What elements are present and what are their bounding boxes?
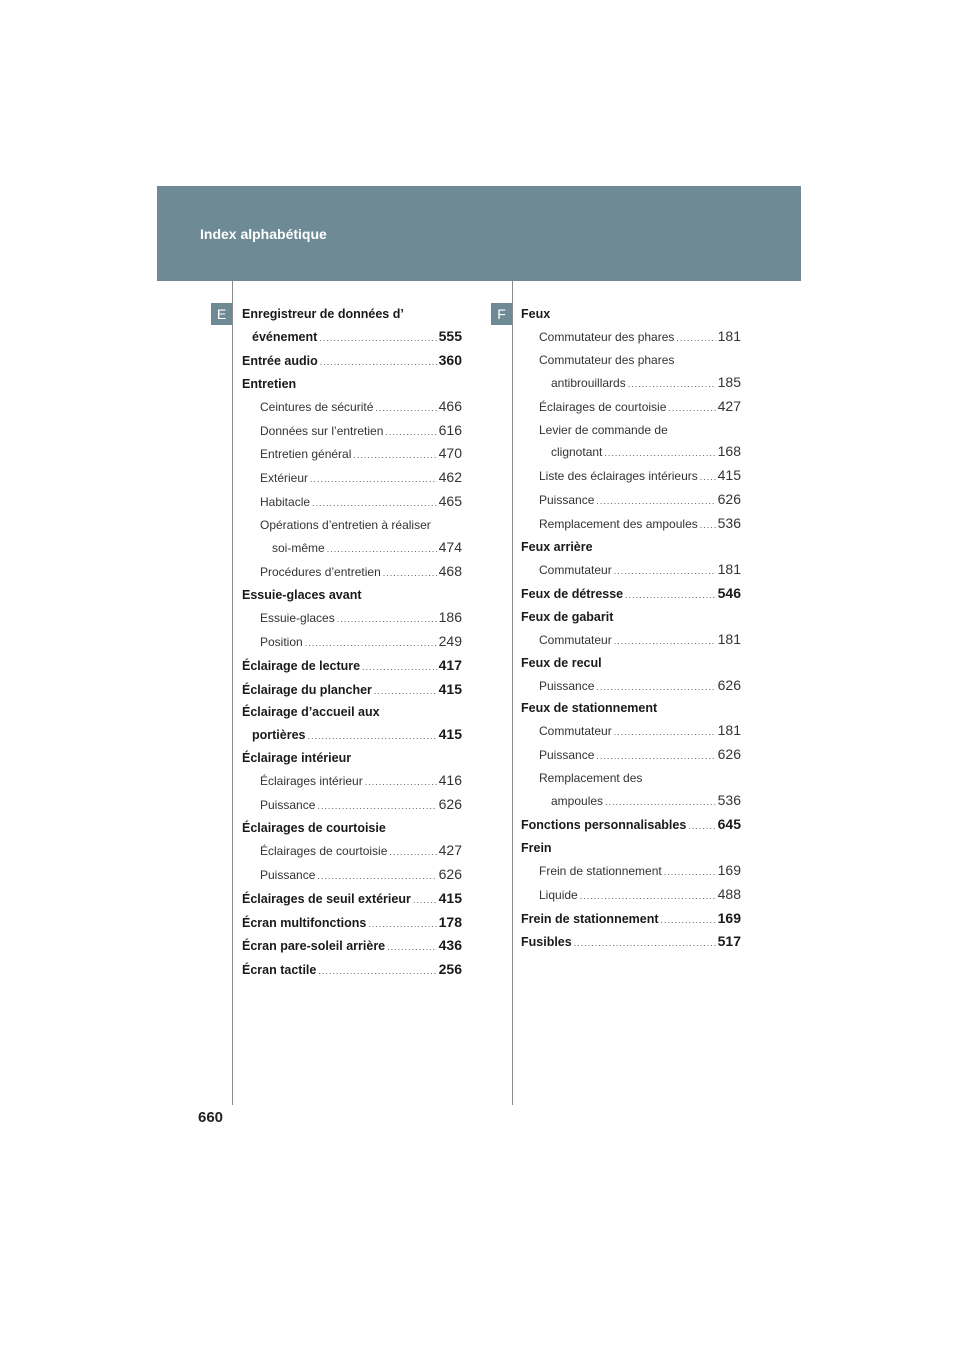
entry-text: Éclairage intérieur (242, 751, 352, 766)
entry-page: 249 (438, 632, 462, 649)
entry-text: Ceintures de sécurité (260, 399, 374, 414)
index-entry (242, 724, 462, 748)
entry-text: Puissance (539, 748, 595, 763)
entry-page: 168 (717, 443, 741, 460)
leader-dots (375, 398, 436, 420)
index-entry (521, 931, 741, 955)
entry-text: Éclairages de courtoisie (260, 843, 388, 858)
index-entry (242, 326, 462, 350)
entry-text: Commutateur des phares (539, 329, 675, 344)
index-entry (242, 912, 462, 936)
entry-page: 488 (717, 885, 741, 902)
entry-text: Remplacement des (539, 771, 643, 786)
entry-page: 470 (438, 445, 462, 462)
index-entry (521, 884, 741, 908)
index-entry (521, 420, 741, 442)
index-entry (242, 515, 462, 537)
leader-dots (387, 937, 437, 959)
entry-page: 415 (438, 680, 462, 697)
entry-page: 436 (438, 937, 462, 954)
index-entry (521, 908, 741, 932)
index-entry (242, 864, 462, 888)
entry-page: 546 (717, 584, 741, 601)
entry-text: Puissance (260, 867, 316, 882)
leader-dots (605, 792, 716, 814)
leader-dots (317, 796, 436, 818)
entry-page: 415 (717, 467, 741, 484)
entry-page: 616 (438, 421, 462, 438)
leader-dots (353, 445, 436, 467)
entry-page: 626 (717, 491, 741, 508)
entry-text: Opérations d’entretien à réaliser (260, 518, 431, 533)
index-entry (242, 374, 462, 396)
index-entry (242, 770, 462, 794)
leader-dots (664, 862, 716, 884)
entry-text: Habitacle (260, 495, 311, 510)
entry-text: Puissance (260, 798, 316, 813)
leader-dots (700, 467, 716, 489)
entry-text: portières (252, 728, 306, 743)
index-entry (242, 396, 462, 420)
leader-dots (327, 539, 437, 561)
entry-text: Commutateur (539, 632, 612, 647)
leader-dots (312, 493, 437, 515)
index-entry (242, 561, 462, 585)
entry-page: 417 (438, 656, 462, 673)
entry-page: 626 (438, 865, 462, 882)
entry-page: 169 (717, 909, 741, 926)
entry-text: Liste des éclairages intérieurs (539, 469, 698, 484)
entry-text: Entretien (242, 376, 297, 391)
index-entry (521, 372, 741, 396)
index-entry (242, 702, 462, 724)
leader-dots (688, 816, 715, 838)
entry-text: Éclairages de seuil extérieur (242, 891, 411, 906)
entry-text: clignotant (551, 445, 603, 460)
index-entry (242, 420, 462, 444)
index-entry (242, 959, 462, 983)
leader-dots (676, 328, 715, 350)
entry-text: Éclairage de lecture (242, 658, 361, 673)
entry-page: 626 (717, 676, 741, 693)
entry-text: Feux de stationnement (521, 701, 658, 716)
entry-text: Écran multifonctions (242, 915, 367, 930)
entry-text: antibrouillards (551, 375, 626, 390)
entry-text: Frein (521, 840, 552, 855)
left-divider (232, 281, 233, 1105)
index-entry (242, 888, 462, 912)
entry-text: Puissance (539, 678, 595, 693)
letter-tab-e: E (211, 303, 232, 325)
page-header (157, 186, 801, 281)
header-title: Index alphabétique (200, 226, 327, 242)
entry-text: Puissance (539, 493, 595, 508)
index-entry (521, 304, 741, 326)
index-entry (521, 860, 741, 884)
index-entry (521, 814, 741, 838)
index-column-left (242, 304, 462, 983)
entry-page: 626 (717, 746, 741, 763)
index-entry (521, 607, 741, 629)
entry-page: 536 (717, 792, 741, 809)
index-entry (242, 935, 462, 959)
index-entry (521, 768, 741, 790)
leader-dots (362, 657, 437, 679)
entry-page: 462 (438, 469, 462, 486)
index-entry (521, 698, 741, 720)
leader-dots (614, 722, 716, 744)
index-entry (521, 441, 741, 465)
leader-dots (317, 866, 436, 888)
leader-dots (661, 910, 716, 932)
entry-page: 415 (438, 889, 462, 906)
entry-page: 360 (438, 351, 462, 368)
leader-dots (319, 328, 436, 350)
entry-text: Feux (521, 307, 551, 321)
entry-page: 645 (717, 815, 741, 832)
entry-page: 474 (438, 539, 462, 556)
entry-text: Remplacement des ampoules (539, 517, 698, 532)
leader-dots (574, 933, 716, 955)
leader-dots (596, 677, 715, 699)
index-entry (242, 840, 462, 864)
page-number: 660 (198, 1109, 224, 1126)
index-entry (242, 679, 462, 703)
entry-text: Données sur l’entretien (260, 423, 384, 438)
entry-text: Extérieur (260, 471, 309, 486)
index-entry (242, 467, 462, 491)
entry-page: 465 (438, 493, 462, 510)
leader-dots (596, 491, 715, 513)
index-entry (242, 304, 462, 326)
leader-dots (318, 961, 436, 983)
entry-text: Éclairages intérieur (260, 774, 363, 789)
leader-dots (596, 746, 715, 768)
index-entry (521, 513, 741, 537)
entry-text: Enregistreur de données d’ (242, 307, 404, 321)
index-entry (521, 675, 741, 699)
entry-text: événement (252, 329, 318, 344)
index-entry (521, 489, 741, 513)
leader-dots (614, 561, 716, 583)
entry-page: 427 (438, 841, 462, 858)
entry-text: Frein de stationnement (539, 863, 662, 878)
leader-dots (374, 681, 437, 703)
entry-text: Feux de gabarit (521, 609, 614, 624)
entry-page: 626 (438, 796, 462, 813)
entry-text: Entrée audio (242, 353, 318, 368)
index-entry (521, 559, 741, 583)
leader-dots (383, 563, 437, 585)
entry-page: 169 (717, 861, 741, 878)
entry-page: 181 (717, 630, 741, 647)
entry-text: Commutateur (539, 562, 612, 577)
leader-dots (368, 914, 436, 936)
index-entry (242, 655, 462, 679)
index-entry (242, 607, 462, 631)
index-entry (242, 818, 462, 840)
index-entry (521, 537, 741, 559)
index-entry (521, 396, 741, 420)
index-entry (521, 790, 741, 814)
index-entry (521, 350, 741, 372)
leader-dots (365, 772, 437, 794)
entry-text: Position (260, 634, 303, 649)
index-entry (521, 720, 741, 744)
leader-dots (625, 585, 716, 607)
entry-text: Procédures d’entretien (260, 564, 381, 579)
leader-dots (310, 469, 437, 491)
index-entry (521, 583, 741, 607)
entry-text: Levier de commande de (539, 422, 668, 437)
letter-tab-f: F (491, 303, 512, 325)
leader-dots (604, 443, 715, 465)
entry-text: Fusibles (521, 935, 572, 950)
entry-text: Éclairage d’accueil aux (242, 705, 380, 720)
index-entry (521, 629, 741, 653)
index-column-right (521, 304, 741, 955)
entry-text: Feux de détresse (521, 586, 624, 601)
leader-dots (305, 633, 437, 655)
leader-dots (580, 886, 716, 908)
entry-text: Commutateur des phares (539, 352, 675, 367)
leader-dots (628, 374, 716, 396)
entry-text: Feux arrière (521, 540, 593, 555)
entry-text: Fonctions personnalisables (521, 817, 687, 832)
index-entry (242, 350, 462, 374)
entry-page: 517 (717, 933, 741, 950)
entry-page: 415 (438, 726, 462, 743)
index-entry (242, 748, 462, 770)
entry-text: Essuie-glaces avant (242, 587, 362, 602)
leader-dots (614, 631, 716, 653)
entry-page: 468 (438, 562, 462, 579)
entry-text: Écran pare-soleil arrière (242, 939, 386, 954)
leader-dots (668, 398, 715, 420)
index-entry (242, 491, 462, 515)
leader-dots (389, 842, 436, 864)
entry-text: Liquide (539, 887, 578, 902)
leader-dots (308, 726, 437, 748)
entry-text: Essuie-glaces (260, 610, 335, 625)
entry-text: Feux de recul (521, 655, 602, 670)
entry-page: 466 (438, 397, 462, 414)
entry-text: Frein de stationnement (521, 911, 659, 926)
entry-text: Écran tactile (242, 963, 317, 978)
entry-text: Commutateur (539, 724, 612, 739)
entry-page: 181 (717, 327, 741, 344)
index-entry (242, 443, 462, 467)
leader-dots (385, 422, 436, 444)
leader-dots (320, 352, 437, 374)
entry-text: Éclairages de courtoisie (539, 399, 667, 414)
index-entry (242, 794, 462, 818)
index-entry (521, 326, 741, 350)
entry-page: 186 (438, 608, 462, 625)
entry-page: 181 (717, 722, 741, 739)
entry-text: Éclairages de courtoisie (242, 820, 386, 835)
leader-dots (337, 609, 437, 631)
index-entry (521, 653, 741, 675)
entry-page: 181 (717, 560, 741, 577)
leader-dots (413, 890, 437, 912)
entry-page: 427 (717, 397, 741, 414)
entry-text: soi-même (272, 541, 325, 556)
entry-page: 256 (438, 961, 462, 978)
entry-text: Éclairage du plancher (242, 682, 372, 697)
entry-page: 416 (438, 772, 462, 789)
right-divider (512, 281, 513, 1105)
entry-text: ampoules (551, 794, 604, 809)
index-entry (242, 585, 462, 607)
entry-page: 185 (717, 373, 741, 390)
entry-text: Entretien général (260, 447, 352, 462)
index-entry (242, 537, 462, 561)
entry-page: 555 (438, 327, 462, 344)
index-entry (521, 838, 741, 860)
index-entry (242, 631, 462, 655)
leader-dots (700, 515, 716, 537)
entry-page: 536 (717, 515, 741, 532)
entry-page: 178 (438, 913, 462, 930)
index-entry (521, 465, 741, 489)
index-entry (521, 744, 741, 768)
